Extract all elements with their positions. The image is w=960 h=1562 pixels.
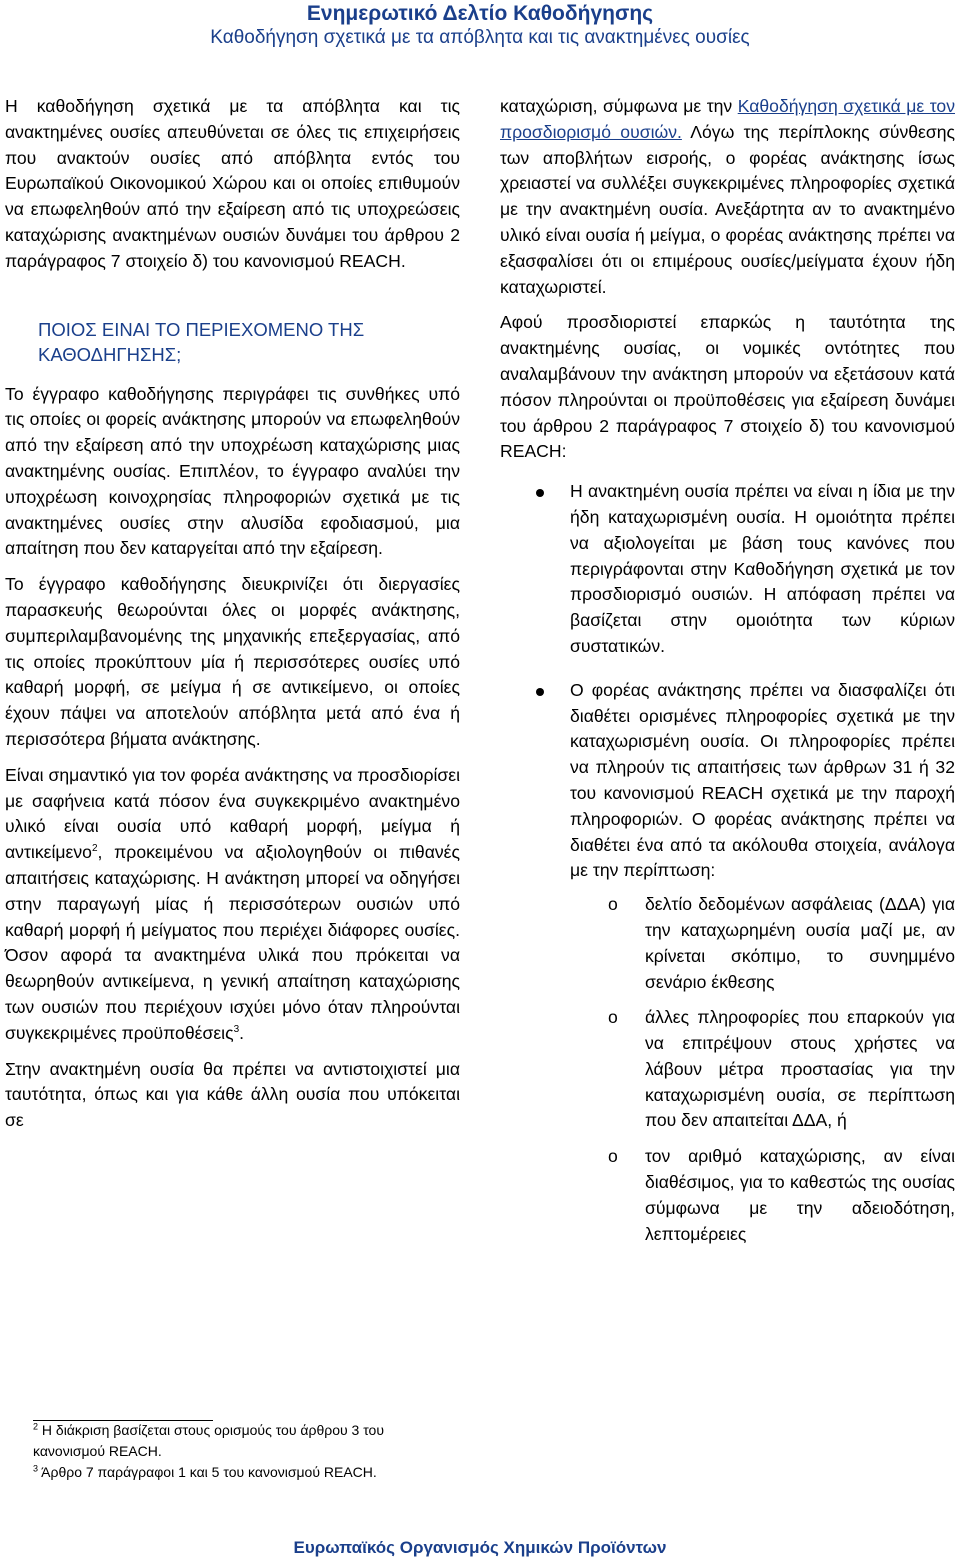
document-header bbox=[0, 0, 960, 50]
paragraph-identity: Στην ανακτημένη ουσία θα πρέπει να αντιστοιχιστεί μια ταυτότητα, όπως και για κάθε άλλη ουσία που υπόκειται σε bbox=[5, 1058, 460, 1131]
intro-paragraph: Η καθοδήγηση σχετικά με τα απόβλητα και τις ανακτημένες ουσίες απευθύνεται σε όλες τις επιχειρήσεις που ανακτούν ουσίες από απόβλητα εντός του Ευρωπαϊκού Οικονομικού Χώρου και οι οποίες επιθυμούν να επωφεληθούν από την εξαίρεση από τις υποχρεώσεις καταχώρισης ανακτημένων ουσιών δυνάμει του άρθρου 2 παράγραφος 7 στοιχείο δ) του κανονισμού REACH. bbox=[5, 96, 460, 271]
section-heading: ΠΟΙΟΣ ΕΙΝΑΙ ΤΟ ΠΕΡΙΕΧΟΜΕΝΟ ΤΗΣ ΚΑΘΟΔΗΓΗΣΗΣ; bbox=[38, 318, 365, 366]
substance-identification-guidance-link[interactable]: Καθοδήγηση σχετικά με τον προσδιορισμό ουσιών. bbox=[500, 96, 955, 142]
left-column bbox=[5, 94, 460, 1134]
footnote-ref-2[interactable]: 2 bbox=[91, 843, 98, 855]
bullet-icon bbox=[536, 688, 544, 696]
conditions-list bbox=[500, 479, 955, 1247]
paragraph-substance-status: Είναι σημαντικό για τον φορέα ανάκτησης να προσδιορίσει με σαφήνεια κατά πόσον ένα συγκεκριμένο ανακτημένο υλικό είναι ουσία υπό καθαρή μορφή, μείγμα ή αντικείμενο$^2$, προκειμένου να αξιολογηθούν οι πιθανές απαιτήσεις καταχώρισης. Η ανάκτηση μπορεί να οδηγήσει στην παραγωγή μίας ή περισσότερων ουσιών υπό καθαρή μορφή ή μείγματος που περιέχει διάφορες ουσίες. Όσον αφορά τα ανακτημένα υλικά που πρόκειται να θεωρηθούν αντικείμενα, η γενική απαίτηση καταχώρισης των ουσιών που περιέχουν ισχύει μόνο όταν πληρούνται συγκεκριμένες προϋποθέσεις$^3$. bbox=[5, 764, 460, 1043]
footnote-2: $^2$ Η διάκριση βασίζεται στους ορισμούς του άρθρου 3 του κανονισμού REACH. bbox=[33, 1421, 384, 1459]
sub-list-item: o άλλες πληροφορίες που επαρκούν για να επιτρέψουν στους χρήστες να λάβουν μέτρα προστασίας για την καταχωρισμένη ουσία, σε περίπτωση που δεν απαιτείται ΔΔΑ, ή bbox=[608, 1007, 955, 1131]
footnote-ref-3[interactable]: 3 bbox=[233, 1023, 240, 1035]
document-footer: Ευρωπαϊκός Οργανισμός Χημικών Προϊόντων bbox=[293, 1538, 667, 1557]
paragraph-manufacturing: Το έγγραφο καθοδήγησης διευκρινίζει ότι διεργασίες παρασκευής θεωρούνται όλες οι μορφές ανάκτησης, συμπεριλαμβανομένης της μηχανικής επεξεργασίας, από τις οποίες προκύπτουν μία ή περισσότερες ουσίες υπό καθαρή μορφή, σε μείγμα ή σε αντικείμενο, οι οποίες έχουν πάψει να αποτελούν απόβλητα μετά από ένα ή περισσότερα βήματα ανάκτησης. bbox=[5, 574, 460, 749]
bullet-icon bbox=[536, 489, 544, 497]
paragraph-registration: καταχώριση, σύμφωνα με την Καθοδήγηση σχετικά με τον προσδιορισμό ουσιών. Λόγω της περίπλοκης σύνθεσης των αποβλήτων εισροής, ο φορέας ανάκτησης ίσως χρειαστεί να συλλέξει συγκεκριμένες πληροφορίες σχετικά με την ανακτημένη ουσία. Ανεξάρτητα αν το ανακτημένο υλικό είναι ουσία ή μείγμα, ο φορέας ανάκτησης πρέπει να εξασφαλίσει ότι οι επιμέρους ουσίες/μείγματα έχουν ήδη καταχωριστεί. bbox=[500, 96, 955, 297]
sub-list-item: o τον αριθμό καταχώρισης, αν είναι διαθέσιμος, για το καθεστώς της ουσίας σύμφωνα με την αδειοδότηση, λεπτομέρειες bbox=[608, 1146, 955, 1244]
information-options-list bbox=[570, 892, 955, 1247]
list-item: Ο φορέας ανάκτησης πρέπει να διασφαλίζει ότι διαθέτει ορισμένες πληροφορίες σχετικά με την καταχωρισμένη ουσία. Οι πληροφορίες πρέπει να πληρούν τις απαιτήσεις των άρθρων 31 ή 32 του κανονισμού REACH σχετικά με την παροχή πληροφοριών. Ο φορέας ανάκτησης πρέπει να διαθέτει ένα από τα ακόλουθα στοιχεία, ανάλογα με την περίπτωση: o δελτίο δεδομένων ασφάλειας (ΔΔΑ) για την καταχωρημένη ουσία μαζί με, αν κρίνεται σκόπιμο, το συνημμένο σενάριο έκθεσης o άλλες πληροφορίες που επαρκούν για να επιτρέψουν στους χρήστες να λάβουν μέτρα προστασίας για την καταχωρισμένη ουσία, σε περίπτωση που δεν απαιτείται ΔΔΑ, ή o τον αριθμό καταχώρισης, αν είναι διαθέσιμος, για το καθεστώς της ουσίας σύμφωνα με την αδειοδότηση, λεπτομέρειες bbox=[500, 678, 955, 1248]
document-title: Ενημερωτικό Δελτίο Καθοδήγησης bbox=[306, 2, 654, 25]
right-column bbox=[500, 94, 955, 1265]
footnote-3: $^3$ Άρθρο 7 παράγραφοι 1 και 5 του κανονισμού REACH. bbox=[33, 1463, 377, 1480]
paragraph-conditions: Αφού προσδιοριστεί επαρκώς η ταυτότητα της ανακτημένης ουσίας, οι νομικές οντότητες που αναλαμβάνουν την ανάκτηση μπορούν να εξετάσουν κατά πόσον πληρούνται οι προϋποθέσεις για εξαίρεση δυνάμει του άρθρου 2 παράγραφος 7 στοιχείο δ) του κανονισμού REACH: bbox=[500, 312, 955, 462]
footnotes bbox=[33, 1420, 453, 1483]
sub-list-item: o δελτίο δεδομένων ασφάλειας (ΔΔΑ) για την καταχωρημένη ουσία μαζί με, αν κρίνεται σκόπιμο, το συνημμένο σενάριο έκθεσης bbox=[608, 894, 955, 992]
footnote-divider bbox=[33, 1420, 213, 1421]
circle-bullet-icon: o bbox=[608, 894, 618, 915]
list-item: Η ανακτημένη ουσία πρέπει να είναι η ίδια με την ήδη καταχωρισμένη ουσία. Η ομοιότητα πρέπει να αξιολογείται με βάση τους κανόνες που περιγράφονται στην Καθοδήγηση σχετικά με τον προσδιορισμό ουσιών. Η απόφαση πρέπει να βασίζεται στην ομοιότητα των κύριων συστατικών. bbox=[500, 479, 955, 660]
paragraph-scope: Το έγγραφο καθοδήγησης περιγράφει τις συνθήκες υπό τις οποίες οι φορείς ανάκτησης μπορούν να επωφεληθούν από την εξαίρεση από την υποχρέωση καταχώρισης μιας ανακτημένης ουσίας. Επιπλέον, το έγγραφο αναλύει την υποχρέωση κοινοχρησίας πληροφοριών σχετικά με τις ανακτημένες ουσίες στην αλυσίδα εφοδιασμού, μια απαίτηση που δεν καταργείται από την εξαίρεση. bbox=[5, 383, 460, 559]
circle-bullet-icon: o bbox=[608, 1146, 618, 1167]
circle-bullet-icon: o bbox=[608, 1007, 618, 1028]
document-subtitle: Καθοδήγηση σχετικά με τα απόβλητα και τις ανακτημένες ουσίες bbox=[210, 27, 750, 48]
